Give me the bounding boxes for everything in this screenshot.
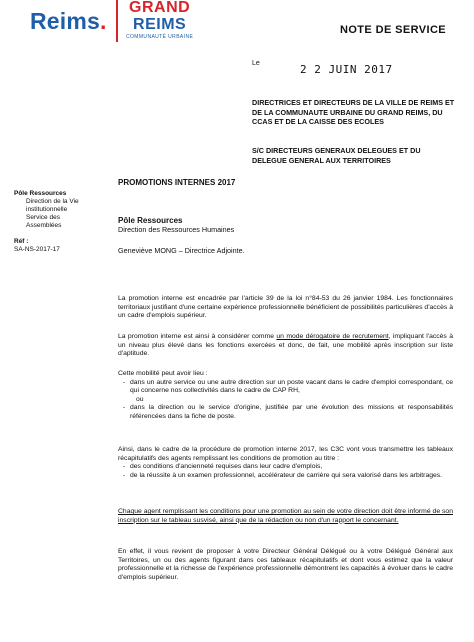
- sender-pole: Pôle Ressources: [118, 216, 183, 225]
- subject-heading: PROMOTIONS INTERNES 2017: [118, 178, 236, 187]
- sender-sidebar: [14, 190, 94, 230]
- list-item-text: des conditions d'ancienneté requises dans leur cadre d'emplois,: [130, 463, 323, 471]
- paragraph-3-intro: Cette mobilité peut avoir lieu :: [118, 370, 208, 377]
- date-label: Le: [252, 60, 260, 67]
- bullet-dash: -: [122, 404, 126, 412]
- grand-reims-logo-tagline: COMMUNAUTÉ URBAINE: [126, 34, 194, 40]
- paragraph-5: Chaque agent remplissant les conditions pour une promotion au sein de votre direction doit être informé de son inscription sur le tableau susvisé, ainsi que de la rédaction ou non d'un rapport le concernant.: [118, 508, 453, 524]
- logo-divider: [116, 0, 118, 42]
- bullet-dash: -: [122, 471, 126, 479]
- list-item: [118, 379, 453, 396]
- grand-reims-logo-line1: GRAND: [129, 0, 191, 16]
- paragraph-2-end: , impliquant l'accès à un niveau plus élevé dans les fonctions exercées et donc, de fait, une mobilité après inscription sur liste d'aptitude.: [118, 333, 453, 358]
- recipients-block: DIRECTRICES ET DIRECTEURS DE LA VILLE DE REIMS ET DE LA COMMUNAUTE URBAINE DU GRAND REIMS, DU CCAS ET DE LA CAISSE DES ECOLES: [252, 98, 455, 126]
- paragraph-6: En effet, il vous revient de proposer à votre Directeur Général Délégué ou à votre Délégué Général aux Territoires, un ou des agents figurant dans ces tableaux récapitulatifs et dont vous estimez que la valeur professionnelle et la richesse de l'expérience professionnelle démontrent les capacités à évoluer dans le cadre d'emplois supérieur.: [118, 548, 453, 581]
- reference-label: Réf :: [14, 238, 29, 245]
- sidebar-pole: Pôle Ressources: [14, 190, 67, 197]
- document-title: NOTE DE SERVICE: [340, 24, 447, 36]
- reference-block: [14, 238, 60, 254]
- sender-block: [118, 216, 234, 234]
- paragraph-4: [118, 446, 453, 480]
- sender-direction: Direction des Ressources Humaines: [118, 225, 235, 234]
- reims-logo-text: Reims: [30, 8, 101, 34]
- list-item-text: de la réussite à un examen professionnel, accélérateur de carrière qui sera valorisé dans les arbitrages.: [130, 471, 443, 479]
- reims-logo-mark: .: [100, 8, 107, 34]
- reims-logo: [30, 8, 107, 35]
- paragraph-2: [118, 333, 453, 359]
- list-item: [118, 463, 453, 472]
- bullet-dash: -: [122, 378, 126, 386]
- paragraph-4-text: Ainsi, dans le cadre de la procédure de promotion interne 2017, les C3C vont vous transmettre les tableaux récapitulatifs des agents remplissant les conditions de promotion au titre :: [118, 446, 453, 462]
- list-separator: ou: [136, 395, 144, 403]
- sidebar-service: Service des Assemblées: [26, 214, 62, 229]
- list-item: [118, 404, 453, 421]
- recipients-via: S/C DIRECTEURS GENERAUX DELEGUES ET DU DELEGUE GENERAL AUX TERRITOIRES: [252, 146, 421, 165]
- sender-author: Geneviève MONG – Directrice Adjointe.: [118, 246, 245, 255]
- paragraph-1: La promotion interne est encadrée par l'article 39 de la loi n°84-53 du 26 janvier 1984. Les fonctionnaires territoriaux justifiant d'une certaine expérience professionnelle bénéficient de possibilités particulières d'accès à un cadre d'emplois supérieur.: [118, 295, 453, 320]
- reference-value: SA-NS-2017-17: [14, 246, 60, 253]
- grand-reims-logo: [126, 0, 193, 40]
- list-item-text: dans la direction ou le service d'origine, justifiée par une évolution des missions et responsabilités référencées dans la fiche de poste.: [130, 404, 453, 420]
- sidebar-direction: Direction de la Vie institutionnelle: [26, 198, 79, 213]
- list-item-text: dans un autre service ou une autre direction sur un poste vacant dans le cadre d'emploi correspondant, ce qui concerne nos collectivités dans le cadre de CAP RH,: [130, 378, 453, 395]
- list-item: [118, 472, 453, 481]
- paragraph-2-emphasis: un mode dérogatoire de recrutement: [276, 333, 389, 340]
- grand-reims-logo-line2: REIMS: [133, 16, 187, 33]
- bullet-dash: -: [122, 463, 126, 471]
- paragraph-3: [118, 370, 453, 422]
- paragraph-2-start: La promotion interne est ainsi à considérer comme: [118, 333, 277, 340]
- date-stamp: 2 2 JUIN 2017: [300, 63, 393, 76]
